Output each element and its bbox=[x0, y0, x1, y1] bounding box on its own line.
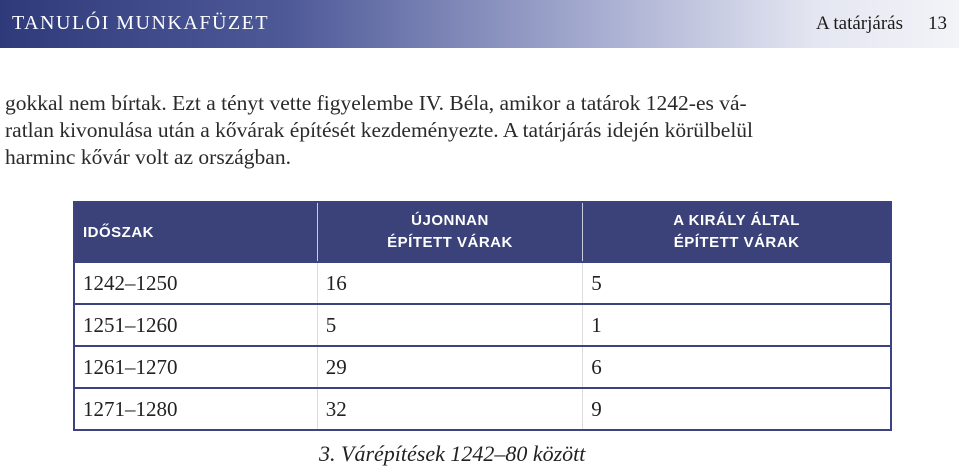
new-castles-cell: 16 bbox=[317, 262, 582, 304]
new-castles-cell: 32 bbox=[317, 388, 582, 430]
period-cell: 1261–1270 bbox=[74, 346, 317, 388]
column-header-period: IDŐSZAK bbox=[74, 202, 317, 262]
royal-castles-cell: 6 bbox=[583, 346, 891, 388]
period-cell: 1242–1250 bbox=[74, 262, 317, 304]
workbook-label: TANULÓI MUNKAFÜZET bbox=[12, 12, 270, 34]
table-row bbox=[74, 262, 891, 304]
paragraph-line: ratlan kivonulása után a kővárak építését kezdeményezte. A tatárjárás idején körülbelül bbox=[5, 118, 754, 142]
new-castles-cell: 5 bbox=[317, 304, 582, 346]
page-header bbox=[0, 0, 959, 48]
table-caption: 3. Várépítések 1242–80 között bbox=[319, 441, 586, 466]
royal-castles-cell: 5 bbox=[583, 262, 891, 304]
period-cell: 1251–1260 bbox=[74, 304, 317, 346]
column-header-new-castles: ÚJONNAN ÉPÍTETT VÁRAK bbox=[317, 202, 582, 262]
paragraph-line: harminc kővár volt az országban. bbox=[5, 145, 291, 169]
table-row bbox=[74, 346, 891, 388]
body-paragraph bbox=[5, 90, 957, 171]
period-cell: 1271–1280 bbox=[74, 388, 317, 430]
royal-castles-cell: 9 bbox=[583, 388, 891, 430]
page-number: 13 bbox=[928, 13, 947, 34]
table-row bbox=[74, 304, 891, 346]
column-header-royal-castles: A KIRÁLY ÁLTAL ÉPÍTETT VÁRAK bbox=[583, 202, 891, 262]
chapter-title: A tatárjárás bbox=[815, 13, 903, 34]
castle-building-table bbox=[73, 201, 892, 431]
table-row bbox=[74, 388, 891, 430]
table-header-row bbox=[74, 202, 891, 262]
royal-castles-cell: 1 bbox=[583, 304, 891, 346]
paragraph-line: gokkal nem bírtak. Ezt a tényt vette figyelembe IV. Béla, amikor a tatárok 1242-es vá- bbox=[5, 91, 747, 115]
new-castles-cell: 29 bbox=[317, 346, 582, 388]
